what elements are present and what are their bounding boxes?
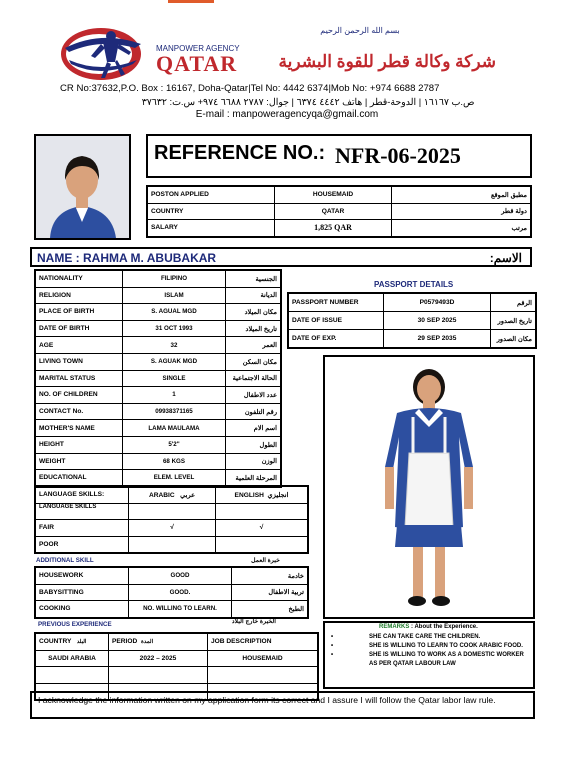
position-arabic: مطبق الموقع <box>392 186 532 203</box>
detail-label: NATIONALITY <box>35 270 123 287</box>
contact-line: CR No:37632,P.O. Box : 16167, Doha-Qatar|Tel No: 4442 6374|Mob No: +974 6688 2787 <box>60 83 440 94</box>
detail-value: S. AGUAL MGD <box>123 304 226 321</box>
detail-arabic: الطول <box>226 436 282 453</box>
additional-title-arabic: خبرة العمل <box>251 557 280 564</box>
detail-arabic: الجنسية <box>226 270 282 287</box>
fair-label: FAIR <box>35 520 129 537</box>
arabic-header-text: بسم الله الرحمن الرحيم <box>320 26 400 35</box>
language-skills-table <box>34 485 309 554</box>
detail-label: DATE OF BIRTH <box>35 320 123 337</box>
name-box <box>30 247 532 267</box>
experience-title: PREVIOUS EXPERIENCE <box>38 621 112 628</box>
table-row <box>35 353 281 370</box>
detail-value: S. AGUAK MGD <box>123 353 226 370</box>
acknowledgement-box <box>30 691 535 719</box>
exp-period-header: PERIOD المدة <box>109 633 208 650</box>
passport-label: DATE OF ISSUE <box>288 312 384 330</box>
detail-label: LIVING TOWN <box>35 353 123 370</box>
table-row <box>35 567 308 584</box>
passport-value: 29 SEP 2035 <box>384 330 491 349</box>
table-row <box>35 304 281 321</box>
table-row <box>35 601 308 618</box>
table-row <box>35 520 308 537</box>
agency-logo <box>55 18 155 86</box>
skill-arabic: خادمة <box>232 567 309 584</box>
table-row <box>35 453 281 470</box>
reference-box <box>146 134 532 178</box>
exp-job-header: JOB DESCRIPTION <box>208 633 319 650</box>
detail-arabic: الحالة الاجتماعية <box>226 370 282 387</box>
detail-value: FILIPINO <box>123 270 226 287</box>
passport-arabic: مكان الصدور <box>491 330 537 349</box>
exp-job: HOUSEMAID <box>208 650 319 667</box>
remarks-title: REMARKS : About the Experience. <box>379 624 478 630</box>
table-row <box>35 387 281 404</box>
detail-label: CONTACT No. <box>35 403 123 420</box>
top-accent-bar <box>168 0 214 3</box>
email-line: E-mail : manpoweragencyqa@gmail.com <box>195 109 379 120</box>
applicant-name: NAME : RAHMA M. ABUBAKAR <box>37 251 217 265</box>
list-item: • SHE CAN TAKE CARE THE CHILDREN. <box>331 634 481 640</box>
passport-label: DATE OF EXP. <box>288 330 384 349</box>
skill-value: NO. WILLING TO LEARN. <box>129 601 232 618</box>
passport-arabic: الرقم <box>491 293 537 312</box>
table-row <box>35 667 318 684</box>
table-row <box>288 330 536 349</box>
table-row <box>35 633 318 650</box>
salary-label: SALARY <box>147 220 275 237</box>
list-item: • SHE IS WILLING TO WORK AS A DOMESTIC WORKER AS PER QATAR LABOUR LAW <box>331 652 524 667</box>
detail-label: MOTHER'S NAME <box>35 420 123 437</box>
skill-value: GOOD <box>129 567 232 584</box>
passport-value: P0579493D <box>384 293 491 312</box>
detail-label: RELIGION <box>35 287 123 304</box>
agency-big-title: QATAR <box>156 51 238 76</box>
detail-label: NO. OF CHILDREN <box>35 387 123 404</box>
detail-arabic: المرحلة العلمية <box>226 470 282 487</box>
detail-label: HEIGHT <box>35 436 123 453</box>
additional-title: ADDITIONAL SKILL <box>36 557 94 564</box>
reference-value: NFR-06-2025 <box>335 143 461 168</box>
country-arabic: دولة قطر <box>392 203 532 220</box>
agency-arabic-title: شركة وكالة قطر للقوة البشرية <box>278 52 496 71</box>
detail-label: PLACE OF BIRTH <box>35 304 123 321</box>
detail-label: WEIGHT <box>35 453 123 470</box>
arabic-fair-check: √ <box>129 520 216 537</box>
skill-value: GOOD. <box>129 584 232 601</box>
detail-value: 31 OCT 1993 <box>123 320 226 337</box>
arabic-header: ARABIC عربي <box>129 486 216 503</box>
exp-country-header: COUNTRY البلد <box>35 633 109 650</box>
detail-value: 68 KGS <box>123 453 226 470</box>
skill-label: COOKING <box>35 601 129 618</box>
detail-label: EDUCATIONAL <box>35 470 123 487</box>
table-row <box>35 536 308 553</box>
list-item: • SHE IS WILLING TO LEARN TO COOK ARABIC FOOD. <box>331 643 523 649</box>
table-row <box>35 584 308 601</box>
detail-arabic: مكان السكن <box>226 353 282 370</box>
detail-arabic: العمر <box>226 337 282 354</box>
table-row <box>147 220 531 237</box>
detail-arabic: الديانة <box>226 287 282 304</box>
name-arabic-label: الاسم: <box>489 251 522 265</box>
table-row <box>35 270 281 287</box>
detail-arabic: مكان الميلاد <box>226 304 282 321</box>
skill-arabic: تربية الاطفال <box>232 584 309 601</box>
skill-label: HOUSEWORK <box>35 567 129 584</box>
table-row <box>35 370 281 387</box>
experience-title-arabic: الخبرة خارج البلاد <box>231 618 276 625</box>
table-row <box>35 486 308 503</box>
passport-label: PASSPORT NUMBER <box>288 293 384 312</box>
salary-value: 1,825 QAR <box>275 220 392 237</box>
detail-value: SINGLE <box>123 370 226 387</box>
skill-label: BABYSITTING <box>35 584 129 601</box>
table-row <box>35 436 281 453</box>
passport-title: PASSPORT DETAILS <box>374 280 454 289</box>
contact-line-arabic: ص.ب ١٦١٦٧ | الدوحة-قطر | هاتف ٤٤٤٢ ٦٣٧٤ | جوال: ٢٧٨٧ ٦٦٨٨ ٩٧٤+ س.ت: ٣٧٦٣٢ <box>141 96 475 107</box>
position-value: HOUSEMAID <box>275 186 392 203</box>
full-body-photo <box>323 355 535 619</box>
table-row <box>288 293 536 312</box>
detail-value: LAMA MAULAMA <box>123 420 226 437</box>
table-row <box>288 312 536 330</box>
detail-arabic: تاريخ الميلاد <box>226 320 282 337</box>
passport-value: 30 SEP 2025 <box>384 312 491 330</box>
reference-label: REFERENCE NO.: <box>154 142 326 164</box>
additional-skills-table <box>34 566 309 619</box>
detail-value: 09938371165 <box>123 403 226 420</box>
table-row <box>35 503 308 520</box>
table-row <box>35 320 281 337</box>
exp-period: 2022 – 2025 <box>109 650 208 667</box>
table-row <box>35 337 281 354</box>
table-row <box>147 186 531 203</box>
remarks-box <box>323 621 535 689</box>
agency-small-title: MANPOWER AGENCY <box>156 44 240 53</box>
detail-value: 32 <box>123 337 226 354</box>
english-header: ENGLISH انجليزي <box>216 486 309 503</box>
personal-details-table <box>34 269 282 488</box>
profile-photo <box>34 134 131 240</box>
position-label: POSTON APPLIED <box>147 186 275 203</box>
position-table <box>146 185 532 238</box>
salary-arabic: مرتب <box>392 220 532 237</box>
poor-label: POOR <box>35 536 129 553</box>
table-row <box>35 420 281 437</box>
acknowledgement-text: I acknowledge the information written on my application form its correct and I assure I will follow the Qatar labor law rule. <box>38 695 496 705</box>
detail-label: AGE <box>35 337 123 354</box>
detail-value: 1 <box>123 387 226 404</box>
english-fair-check: √ <box>216 520 309 537</box>
detail-arabic: اسم الام <box>226 420 282 437</box>
detail-arabic: عدد الاطفال <box>226 387 282 404</box>
detail-label: MARITAL STATUS <box>35 370 123 387</box>
remarks-list <box>331 633 533 669</box>
detail-arabic: رقم التلفون <box>226 403 282 420</box>
detail-arabic: الوزن <box>226 453 282 470</box>
detail-value: 5'2" <box>123 436 226 453</box>
table-row <box>35 650 318 667</box>
passport-arabic: تاريخ الصدور <box>491 312 537 330</box>
language-title: LANGUAGE SKILLS: <box>35 486 129 503</box>
table-row <box>35 287 281 304</box>
passport-table <box>287 292 537 349</box>
exp-country: SAUDI ARABIA <box>35 650 109 667</box>
language-sub: LANGUAGE SKILLS <box>35 503 129 520</box>
detail-value: ISLAM <box>123 287 226 304</box>
detail-value: ELEM. LEVEL <box>123 470 226 487</box>
country-label: COUNTRY <box>147 203 275 220</box>
table-row <box>147 203 531 220</box>
table-row <box>35 403 281 420</box>
country-value: QATAR <box>275 203 392 220</box>
skill-arabic: الطبخ <box>232 601 309 618</box>
